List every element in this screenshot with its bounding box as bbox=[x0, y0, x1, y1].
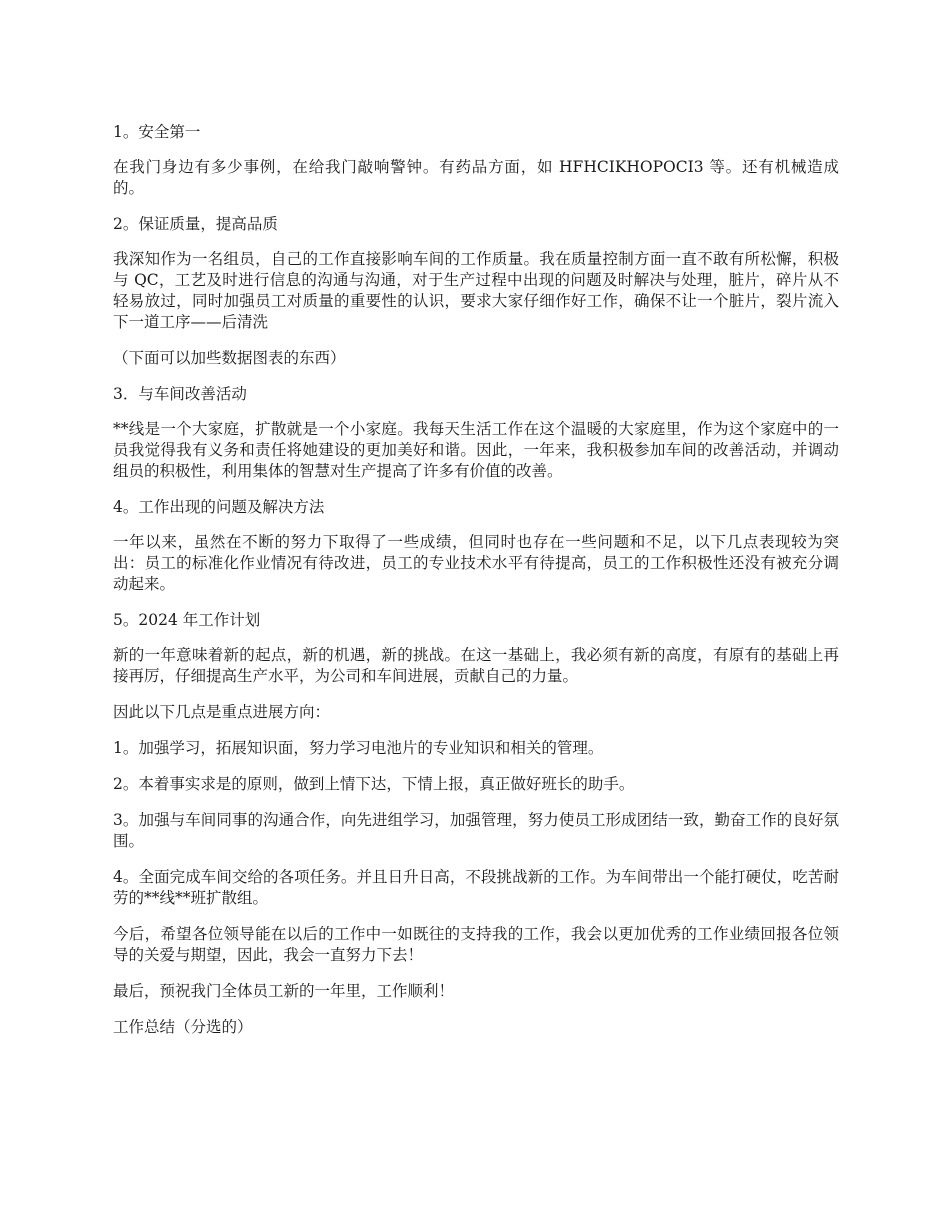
paragraph-future: 今后，希望各位领导能在以后的工作中一如既往的支持我的工作，我会以更加优秀的工作业绩回报各位领导的关爱与期望，因此，我会一直努力下去！ bbox=[113, 925, 839, 964]
list-item-1: 1。加强学习，拓展知识面，努力学习电池片的专业知识和相关的管理。 bbox=[113, 739, 604, 757]
list-item-2: 2。本着事实求是的原则，做到上情下达，下情上报，真正做好班长的助手。 bbox=[113, 775, 635, 793]
paragraph-problems: 一年以来，虽然在不断的努力下取得了一些成绩，但同时也存在一些问题和不足，以下几点表现较为突出：员工的标准化作业情况有待改进，员工的专业技术水平有待提高，员工的工作积极性还没有被充分调动起来。 bbox=[113, 533, 839, 593]
section-heading-improvement: 3．与车间改善活动 bbox=[113, 385, 247, 403]
section-heading-problems: 4。工作出现的问题及解决方法 bbox=[113, 498, 325, 516]
paragraph-chart-note: （下面可以加些数据图表的东西） bbox=[113, 349, 346, 367]
document-body bbox=[113, 122, 839, 1053]
section-heading-quality: 2。保证质量，提高品质 bbox=[113, 215, 278, 233]
paragraph-improvement: **线是一个大家庭，扩散就是一个小家庭。我每天生活工作在这个温暖的大家庭里，作为这个家庭中的一员我觉得我有义务和责任将她建设的更加美好和谐。因此，一年来，我积极参加车间的改善活动，并调动组员的积极性，利用集体的智慧对生产提高了许多有价值的改善。 bbox=[113, 420, 839, 480]
list-item-3: 3。加强与车间同事的沟通合作，向先进组学习，加强管理，努力使员工形成团结一致，勤奋工作的良好氛围。 bbox=[113, 811, 839, 850]
paragraph-quality: 我深知作为一名组员，自己的工作直接影响车间的工作质量。我在质量控制方面一直不敢有所松懈，积极与 QC，工艺及时进行信息的沟通与沟通，对于生产过程中出现的问题及时解决与处理，脏片，碎片从不轻易放过，同时加强员工对质量的重要性的认识，要求大家仔细作好工作，确保不让一个脏片，裂片流入下一道工序——后清洗 bbox=[113, 250, 839, 331]
paragraph-directions: 因此以下几点是重点进展方向： bbox=[113, 703, 331, 721]
list-item-4: 4。全面完成车间交给的各项任务。并且日升日高，不段挑战新的工作。为车间带出一个能打硬仗，吃苦耐劳的**线**班扩散组。 bbox=[113, 868, 839, 907]
section-heading-safety: 1。安全第一 bbox=[113, 123, 201, 141]
paragraph-safety: 在我门身边有多少事例，在给我门敲响警钟。有药品方面，如 HFHCIKHOPOCI3 等。还有机械造成的。 bbox=[113, 158, 839, 197]
paragraph-plan: 新的一年意味着新的起点，新的机遇，新的挑战。在这一基础上，我必须有新的高度，有原有的基础上再接再厉，仔细提高生产水平，为公司和车间进展，贡献自己的力量。 bbox=[113, 646, 839, 685]
paragraph-closing: 最后，预祝我门全体员工新的一年里，工作顺利！ bbox=[113, 982, 455, 1000]
section-heading-plan: 5。2024 年工作计划 bbox=[113, 611, 261, 629]
paragraph-footer-title: 工作总结（分选的） bbox=[113, 1018, 253, 1036]
